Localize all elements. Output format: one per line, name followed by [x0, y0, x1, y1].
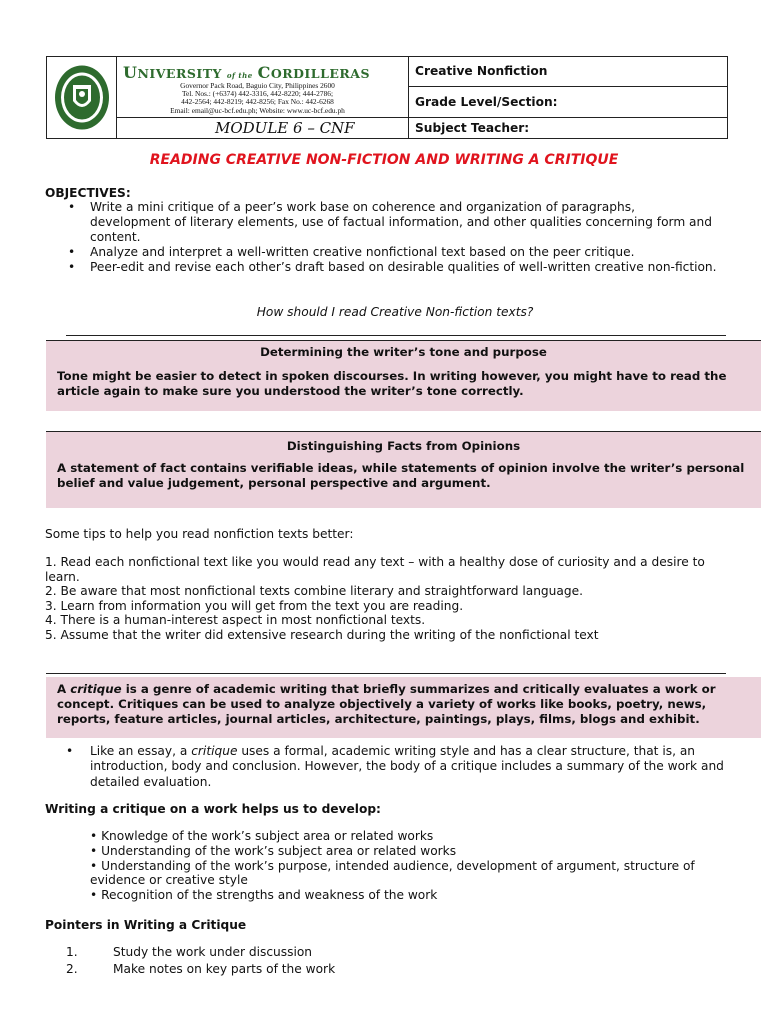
- box-heading: Determining the writer’s tone and purpose: [260, 345, 547, 359]
- tips-intro: Some tips to help you read nonfiction texts better:: [45, 527, 354, 541]
- facts-opinions-box: [46, 432, 761, 508]
- list-item: • Write a mini critique of a peer’s work base on coherence and organization of paragraphs, development of literary elements, use of factual information, and other qualities concerning form and content.: [68, 200, 718, 245]
- list-item: 1. Study the work under discussion: [66, 945, 313, 959]
- critique-definition-box: [46, 677, 761, 738]
- university-seal-icon: [53, 63, 111, 132]
- box-text: A statement of fact contains verifiable ideas, while statements of opinion involve the writer’s personal belief and value judgement, personal perspective and argument.: [57, 461, 745, 490]
- tone-purpose-box: [46, 341, 761, 411]
- divider: [46, 673, 726, 674]
- module-label: MODULE 6 – CNF: [117, 118, 409, 138]
- list-item: • Peer-edit and revise each other’s draft based on desirable qualities of well-written creative non-fiction.: [68, 260, 718, 275]
- list-item: 5. Assume that the writer did extensive research during the writing of the nonfictional text: [45, 627, 599, 642]
- document-title: READING CREATIVE NON-FICTION AND WRITING A CRITIQUE: [149, 152, 619, 168]
- divider: [66, 335, 726, 336]
- box-text: A critique is a genre of academic writing that briefly summarizes and critically evaluates a work or concept. Critiques can be used to analyze objectively a variety of works like books, poetry, news, reports, feature articles, journal articles, architecture, paintings, plays, films, blogs and exhibit.: [57, 682, 716, 726]
- critique-structure-note: • Like an essay, a critique uses a formal, academic writing style and has a clear structure, that is, an introduction, body and conclusion. However, the body of a critique includes a summary of the work and detailed evaluation.: [66, 744, 724, 789]
- header-table: [46, 56, 728, 139]
- list-item: • Knowledge of the work’s subject area or related works: [90, 829, 434, 843]
- teacher-field: Subject Teacher:: [415, 121, 530, 135]
- list-item: 2. Be aware that most nonfictional texts combine literary and straightforward language.: [45, 584, 583, 599]
- develop-list: [90, 829, 730, 903]
- guiding-question: How should I read Creative Non-fiction texts?: [256, 305, 534, 319]
- list-item: 1. Read each nonfictional text like you would read any text – with a healthy dose of curiosity and a desire to learn.: [45, 555, 705, 584]
- box-text: Tone might be easier to detect in spoken discourses. In writing however, you might have to read the article again to make sure you understood the writer’s tone correctly.: [57, 369, 727, 398]
- box-heading: Distinguishing Facts from Opinions: [286, 439, 521, 453]
- list-item: • Understanding of the work’s purpose, intended audience, development of argument, structure of evidence or creative style: [90, 858, 695, 888]
- pointers-heading: Pointers in Writing a Critique: [45, 918, 247, 932]
- list-item: • Understanding of the work’s subject area or related works: [90, 843, 457, 858]
- list-item: • Analyze and interpret a well-written creative nonfictional text based on the peer critique.: [68, 245, 718, 260]
- subject-field: Creative Nonfiction: [409, 57, 727, 87]
- objectives-list: [68, 200, 718, 275]
- objectives-heading: OBJECTIVES:: [45, 186, 131, 200]
- tips-list: [45, 555, 725, 643]
- university-info-cell: [117, 57, 409, 118]
- logo-cell: [47, 57, 117, 138]
- list-item: 2. Make notes on key parts of the work: [66, 962, 336, 976]
- list-item: 4. There is a human-interest aspect in most nonfictional texts.: [45, 613, 426, 628]
- list-item: • Recognition of the strengths and weakness of the work: [90, 888, 438, 903]
- university-name: UNIVERSITY of the CORDILLERAS: [123, 63, 370, 82]
- list-item: 3. Learn from information you will get from the text you are reading.: [45, 598, 464, 613]
- grade-level-field: Grade Level/Section:: [409, 87, 727, 118]
- develop-heading: Writing a critique on a work helps us to develop:: [45, 802, 381, 816]
- pointers-list: [66, 944, 666, 978]
- university-address: Governor Pack Road, Baguio City, Philippines 2600 Tel. Nos.: (+6374) 442-3316, 442-8220; 444-2786; 442-2564; 442-8219; 442-8256; Fax No.: 442-6268 Email: email@uc-bcf.edu.ph; Website: www.uc-bcf.edu.ph: [170, 81, 345, 115]
